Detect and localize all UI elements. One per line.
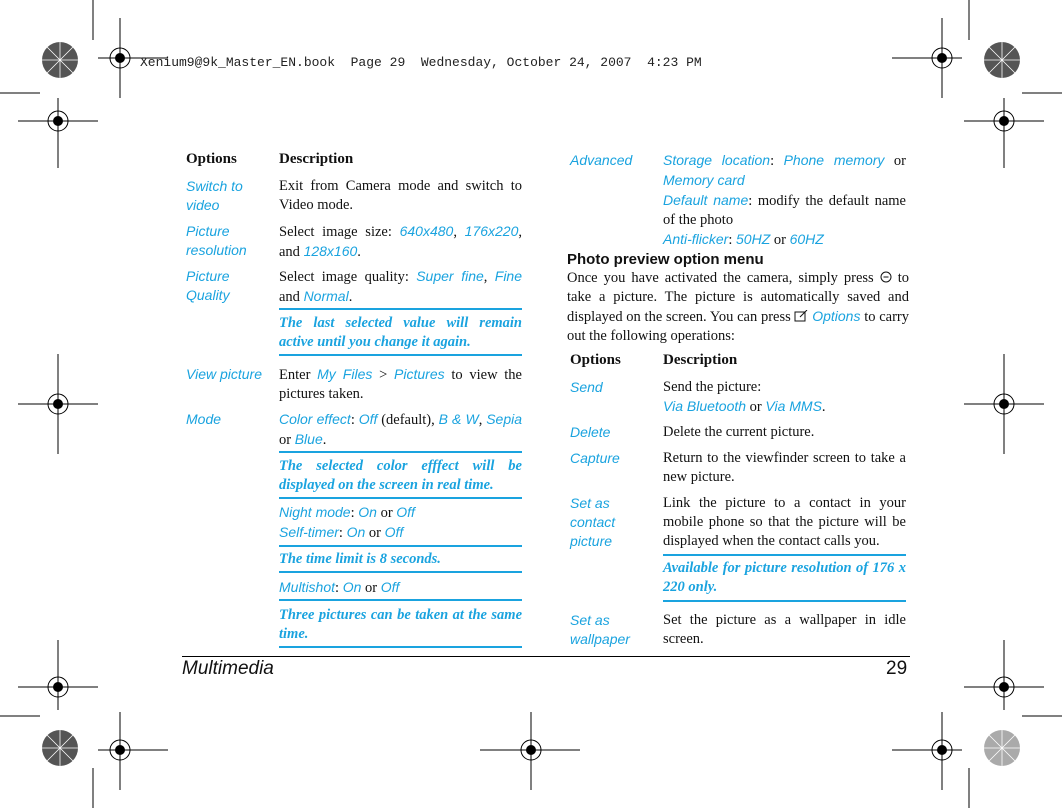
desc-delete: Delete the current picture. — [663, 424, 815, 440]
desc-send: Send the picture: Via Bluetooth or Via MMS. — [663, 379, 826, 415]
desc-mode-color-effect: Color effect: Off (default), B & W, Sepia or Blue. — [279, 411, 523, 448]
term-switch-to-video: Switch to video — [186, 178, 243, 213]
term-view-picture: View picture — [186, 366, 263, 382]
note-contact-picture: Available for picture resolution of 176 x 220 only. — [663, 560, 906, 595]
term-delete: Delete — [570, 424, 611, 440]
desc-view-picture: Enter My Files > Pictures to view the pictures taken. — [279, 366, 522, 402]
left-options-header: Options — [186, 151, 237, 167]
note-rule — [279, 571, 522, 573]
footer-rule — [182, 656, 910, 657]
left-description-header: Description — [279, 151, 354, 167]
note-rule — [279, 497, 522, 499]
desc-set-as-contact-picture: Link the picture to a contact in your mobile phone so that the picture will be displayed when the contact calls you. — [663, 495, 906, 549]
ok-key-icon — [880, 271, 892, 283]
term-advanced: Advanced — [570, 152, 633, 168]
note-rule — [279, 599, 522, 601]
desc-set-as-wallpaper: Set the picture as a wallpaper in idle screen. — [663, 612, 906, 647]
term-set-as-wallpaper: Set as wallpaper — [570, 612, 630, 647]
desc-switch-to-video: Exit from Camera mode and switch to Video mode. — [279, 178, 522, 213]
desc-advanced: Storage location: Phone memory or Memory card Default name: modify the default name of the photo Anti-flicker: 50HZ or 60HZ — [663, 152, 906, 248]
note-rule — [279, 545, 522, 547]
term-set-as-contact-picture: Set as contact picture — [570, 495, 616, 549]
term-picture-resolution: Picture resolution — [186, 223, 247, 258]
section-title-photo-preview: Photo preview option menu — [567, 251, 764, 268]
note-rule — [663, 554, 906, 556]
note-rule — [279, 646, 522, 648]
print-header: Xenium9@9k_Master_EN.book Page 29 Wednesday, October 24, 2007 4:23 PM — [140, 55, 702, 70]
note-self-timer: The time limit is 8 seconds. — [279, 551, 441, 567]
note-color-effect: The selected color efffect will be displayed on the screen in real time. — [279, 458, 522, 493]
note-picture-quality: The last selected value will remain active until you change it again. — [279, 315, 522, 350]
right-description-header: Description — [663, 352, 738, 368]
term-send: Send — [570, 379, 603, 395]
desc-mode-multishot: Multishot: On or Off — [279, 579, 400, 596]
note-multishot: Three pictures can be taken at the same time. — [279, 607, 522, 642]
desc-picture-resolution: Select image size: 640x480, 176x220, and 128x160. — [279, 223, 522, 260]
term-capture: Capture — [570, 450, 620, 466]
term-mode: Mode — [186, 411, 222, 427]
term-picture-quality: Picture Quality — [186, 268, 230, 303]
note-rule — [279, 308, 522, 310]
desc-capture: Return to the viewfinder screen to take a new picture. — [663, 450, 906, 485]
desc-mode-night-self: Night mode: On or Off Self-timer: On or Off — [279, 504, 415, 541]
desc-picture-quality: Select image quality: Super fine, Fine and Normal. — [279, 268, 522, 305]
footer-section-title: Multimedia — [182, 658, 274, 679]
photo-preview-intro: Once you have activated the camera, simply press to take a picture. The picture is automatically saved and displayed on the screen. You can press Options to carry out the following operations: — [567, 270, 910, 344]
right-options-header: Options — [570, 352, 621, 368]
left-softkey-icon — [794, 310, 808, 322]
note-rule — [279, 354, 522, 356]
footer-page-number: 29 — [886, 658, 908, 679]
note-rule — [663, 600, 906, 602]
note-rule — [279, 451, 522, 453]
